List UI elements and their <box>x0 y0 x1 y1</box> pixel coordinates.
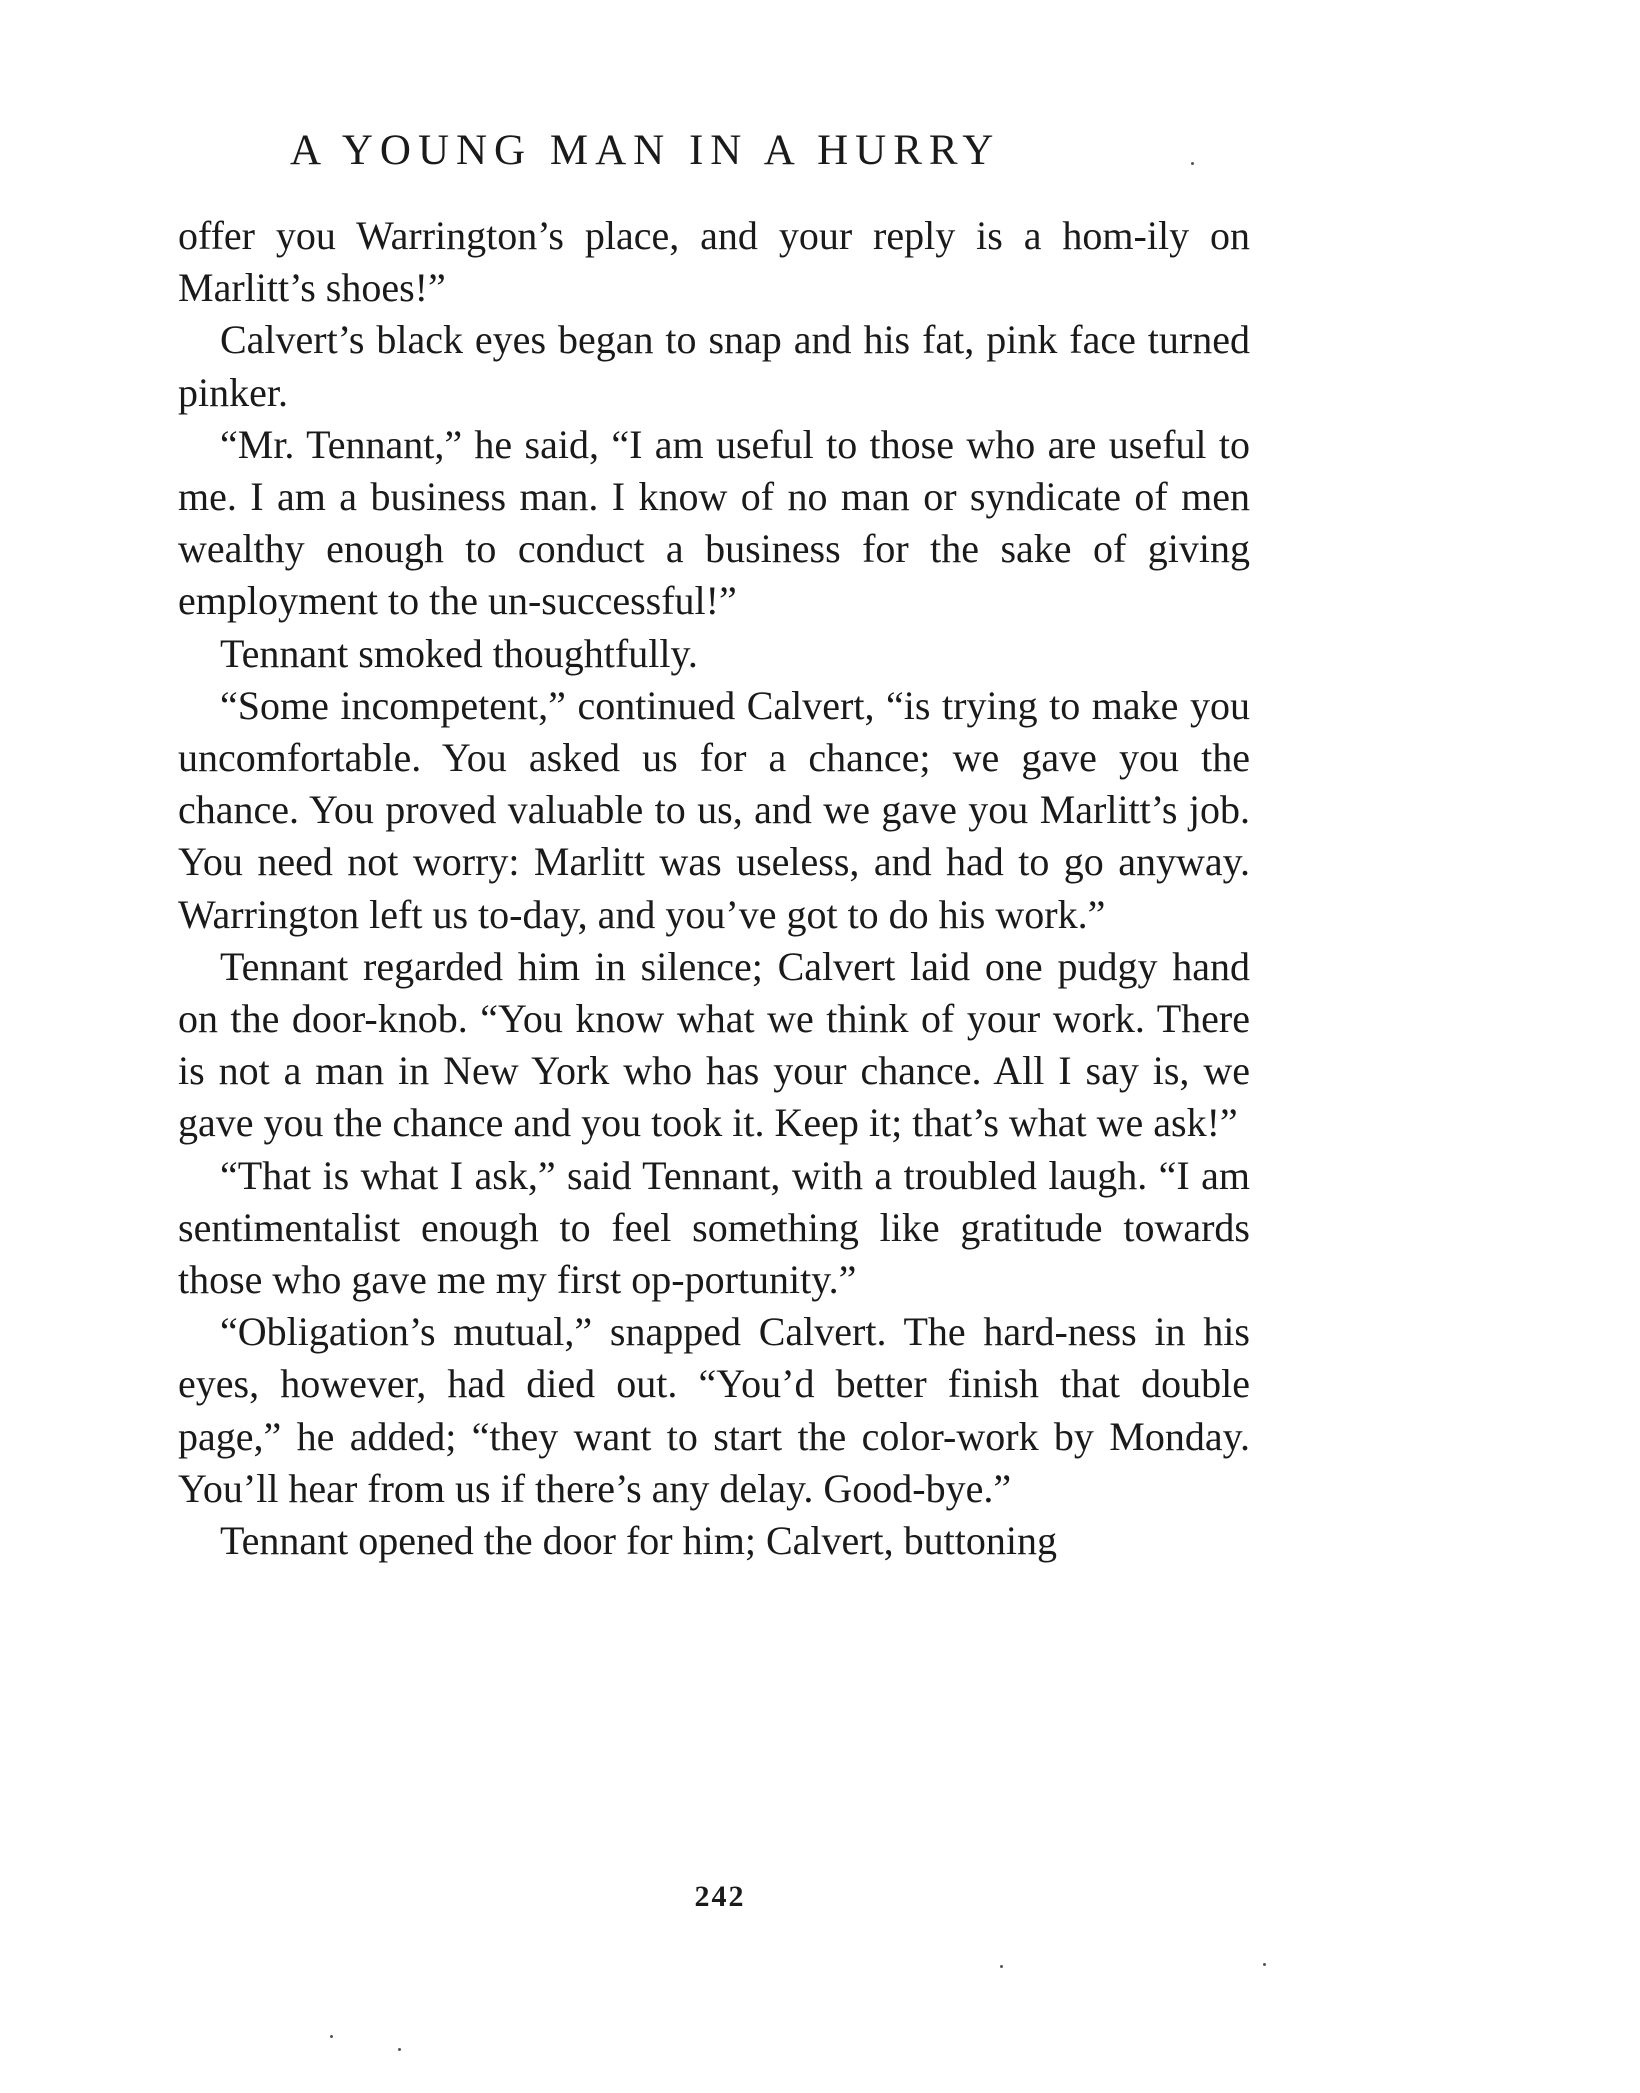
running-head: A YOUNG MAN IN A HURRY <box>290 127 1001 174</box>
scan-speck <box>398 2048 401 2051</box>
paragraph: Calvert’s black eyes began to snap and his fat, pink face turned pinker. <box>178 317 1250 415</box>
paragraph: “Mr. Tennant,” he said, “I am useful to those who are useful to me. I am a business man. I know of no man or syndicate of men wealthy enough to conduct a business for the sake of giving employment to the un-successful!” <box>178 421 1250 624</box>
paragraph: Tennant smoked thoughtfully. <box>220 630 698 676</box>
scan-speck <box>1263 1963 1266 1966</box>
paragraph: Tennant regarded him in silence; Calvert laid one pudgy hand on the door-knob. “You know what we think of your work. There is not a man in New York who has your chance. All I say is, we gave you the chance and you took it. Keep it; that’s what we ask!” <box>178 943 1250 1146</box>
paragraph: “Obligation’s mutual,” snapped Calvert. The hard-ness in his eyes, however, had died out. “You’d better finish that double page,” he added; “they want to start the color-work by Monday. You’ll hear from us if there’s any delay. Good-bye.” <box>178 1309 1250 1511</box>
body-text <box>178 210 1250 1567</box>
paragraph: “That is what I ask,” said Tennant, with a troubled laugh. “I am sentimentalist enough to feel something like gratitude towards those who gave me my first op-portunity.” <box>178 1152 1250 1303</box>
paragraph: “Some incompetent,” continued Calvert, “is trying to make you uncomfortable. You asked us for a chance; we gave you the chance. You proved valuable to us, and we gave you Marlitt’s job. You need not worry: Marlitt was useless, and had to go anyway. Warrington left us to-day, and you’ve got to do his work.” <box>178 682 1250 937</box>
scan-speck <box>330 2035 333 2038</box>
scan-speck <box>1191 162 1194 165</box>
scan-speck <box>1000 1965 1003 1968</box>
paragraph: offer you Warrington’s place, and your reply is a hom-ily on Marlitt’s shoes!” <box>178 213 1250 311</box>
paragraph: Tennant opened the door for him; Calvert, buttoning <box>220 1518 1058 1564</box>
page-number: 242 <box>694 1880 746 1913</box>
